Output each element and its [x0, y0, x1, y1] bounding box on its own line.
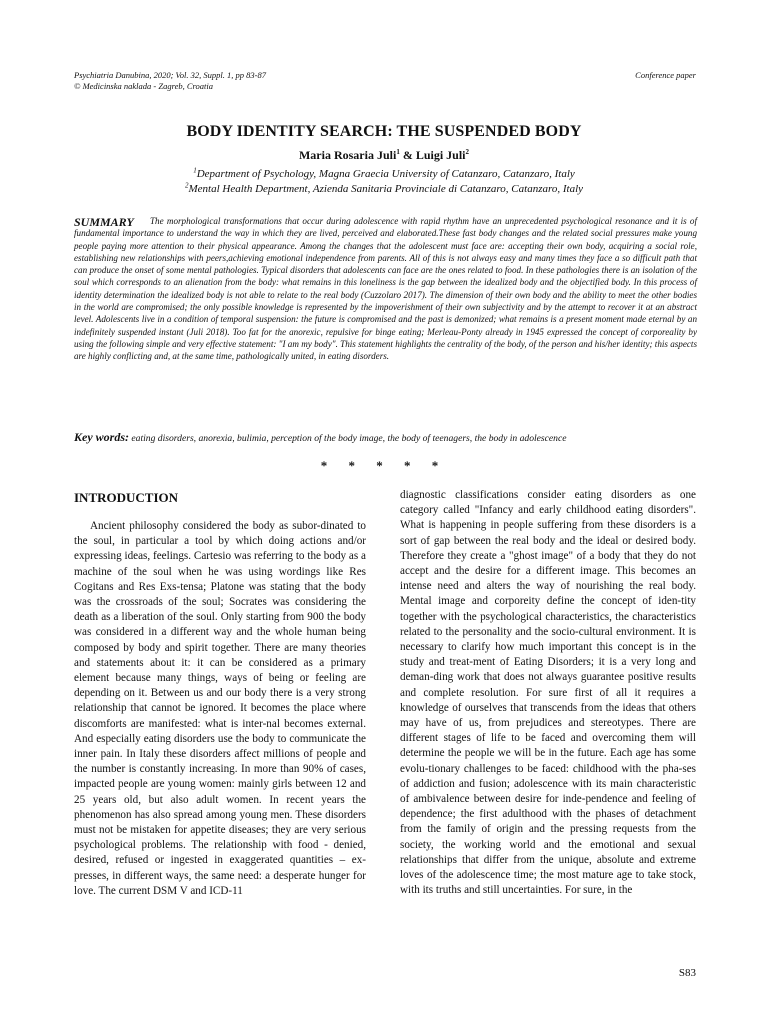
affiliation-mark: 1	[193, 166, 197, 175]
section-heading: INTRODUCTION	[74, 490, 179, 505]
author-name: Maria Rosaria Juli	[298, 148, 397, 162]
author-name: Luigi Juli	[415, 148, 466, 162]
affiliation-text: Mental Health Department, Azienda Sanitaria Provinciale di Catanzaro, Catanzaro, Italy	[188, 183, 584, 195]
body-text-left-column: Ancient philosophy considered the body as subor-dinated to the soul, in particular a tool by which doing actions and/or expressing ideas, feelings. Cartesio was referring to the body as a machine of the soul when he was using wordings like Res Cogitans and Res Exs-tensa; Platone was stating that the body was the crossroads of the soul; Socrates was considering the death as a liberation of the soul. Only starting from 900 the body was considered in a different way and the whole human being composed by body and spirit together. There are many theories and statements about it: it can be considered as a primary element because many things, ways of being or feeling are depending on it. Between us and our body there is a very strong relationship that cannot be ignored. It becomes the place where discomforts are manifested: what is inter-nal becomes external. And especially eating disorders use the body to communicate the inner pain. In Italy these disorders affect millions of people and the number is constantly increasing. In more than 90% of cases, impacted people are young women: mainly girls between 12 and 25 years old, but also adult women. In recent years the phenomenon has also spread among young men. These disorders must not be mistaken for appetite diseases; they are very serious psychological problems. The relationship with food - denied, desired, refused or ingested in exaggerated quantities – ex-presses, in different ways, the same need: a desperate hunger for love. The current DSM V and ICD-11	[74, 520, 366, 897]
summary-text: The morphological transformations that occur during adolescence with rapid rhythm have an unprecedented psychological resonance and it is of fundamental importance to understand the way in which they are lived, perceived and elaborated.These fast body changes and the related social pressures make young people paying more attention to their physical appearance. Among the changes that the adolescent must face are: accepting their own body, acquiring a social role, establishing new relationships with peers,achieving emotional independence from parents. All of this is not always easy and many times they face a so difficult path that can produce the onset of some mental pathologies. Typical disorders that adolescents can face are the ones related to food. In these pathologies there is an isolation of the soul which corresponds to an alienation from the body: what remains in this loneliness is the gap between the idealized body and the objectified body. In this process of identity determination the idealized body is not able to relate to the real body (Cuzzolaro 2017). The dimension of their own body and the ability to meet the other bodies in the world are compromised; the only possible knowledge is represented by the impoverishment of their own subjectivity and by the attempt to recover it at an abstract level. Adolescents live in a condition of temporal suspension: the future is compromised and the past is demonized; what remains is a present moment made eternal by an indefinitely suspended instant (Juli 2018). Too fat for the anorexic, repulsive for binge eating; Merleau-Ponty already in 1945 expressed the concept of corporeality by using the following simple and very effective statement: "I am my body". This statement highlights the centrality of the body, of the person and his/her identity; this aspects are highly conflicting and, at the same time, pathologically united, in eating disorders.	[74, 216, 697, 362]
author-affiliation-mark: 1	[396, 148, 400, 156]
author-separator: &	[399, 148, 416, 162]
paper-type: Conference paper	[635, 70, 696, 80]
affiliation-mark: 2	[184, 181, 189, 190]
copyright-line: © Medicinska naklada - Zagreb, Croatia	[74, 81, 213, 91]
page-number: S83	[678, 967, 696, 979]
summary-heading: SUMMARY	[74, 215, 134, 229]
body-text-right-column: diagnostic classifications consider eating disorders as one category called "Infancy and early childhood eating disorders". What is happening in people suffering from these disorders is a sort of gap between the real body and the ideal or desired body. Therefore they create a "ghost image" of a body that they do not accept and the desire for a different image. This becomes an intense need and alters the way of nourishing the real body. Mental image and corporeity define the concept of iden-tity together with the psychological characteristics, the characteristics related to the personality and the socio-cultural environment. It is necessary to clarify how much important this concept is in the study and treat-ment of Eating Disorders; it is a very long and deman-ding work that does not always guarantee positive results and complete resolution. For sure first of all it requires a knowledge of ourselves that transcends from the ideas that others may have of us, from prejudices and stereotypes. There are different stages of life to be faced and overcoming them will determine the people we will be in the future. Each age has some evolu-tionary challenges to be faced: childhood with the pha-ses of addiction and fusion; adolescence with its main characteristic of ambivalence between desire for inde-pendence and feeling of dependence; the first adulthood with the phases of detachment from the family of origin and the pressing requests from the society, the working world and the emotional and sexual relationships that differ from the unique, absolute and extreme loves of the adolescence time; the most mature age to take stock, with its truths and still uncertainties. For sure, in the	[400, 489, 696, 897]
author-list	[0, 148, 768, 163]
affiliation	[0, 182, 768, 197]
keywords	[74, 430, 697, 445]
affiliation-text: Department of Psychology, Magna Graecia University of Catanzaro, Catanzaro, Italy	[196, 168, 575, 180]
keywords-text: eating disorders, anorexia, bulimia, perception of the body image, the body of teenagers, the body in adolescence	[131, 433, 567, 444]
author-affiliation-mark: 2	[465, 148, 469, 156]
paper-title: BODY IDENTITY SEARCH: THE SUSPENDED BODY	[186, 123, 582, 140]
journal-citation: Psychiatria Danubina, 2020; Vol. 32, Suppl. 1, pp 83-87	[74, 70, 266, 80]
affiliation	[0, 167, 768, 182]
section-separator: * * * * *	[320, 458, 448, 473]
keywords-label: Key words:	[74, 430, 129, 444]
